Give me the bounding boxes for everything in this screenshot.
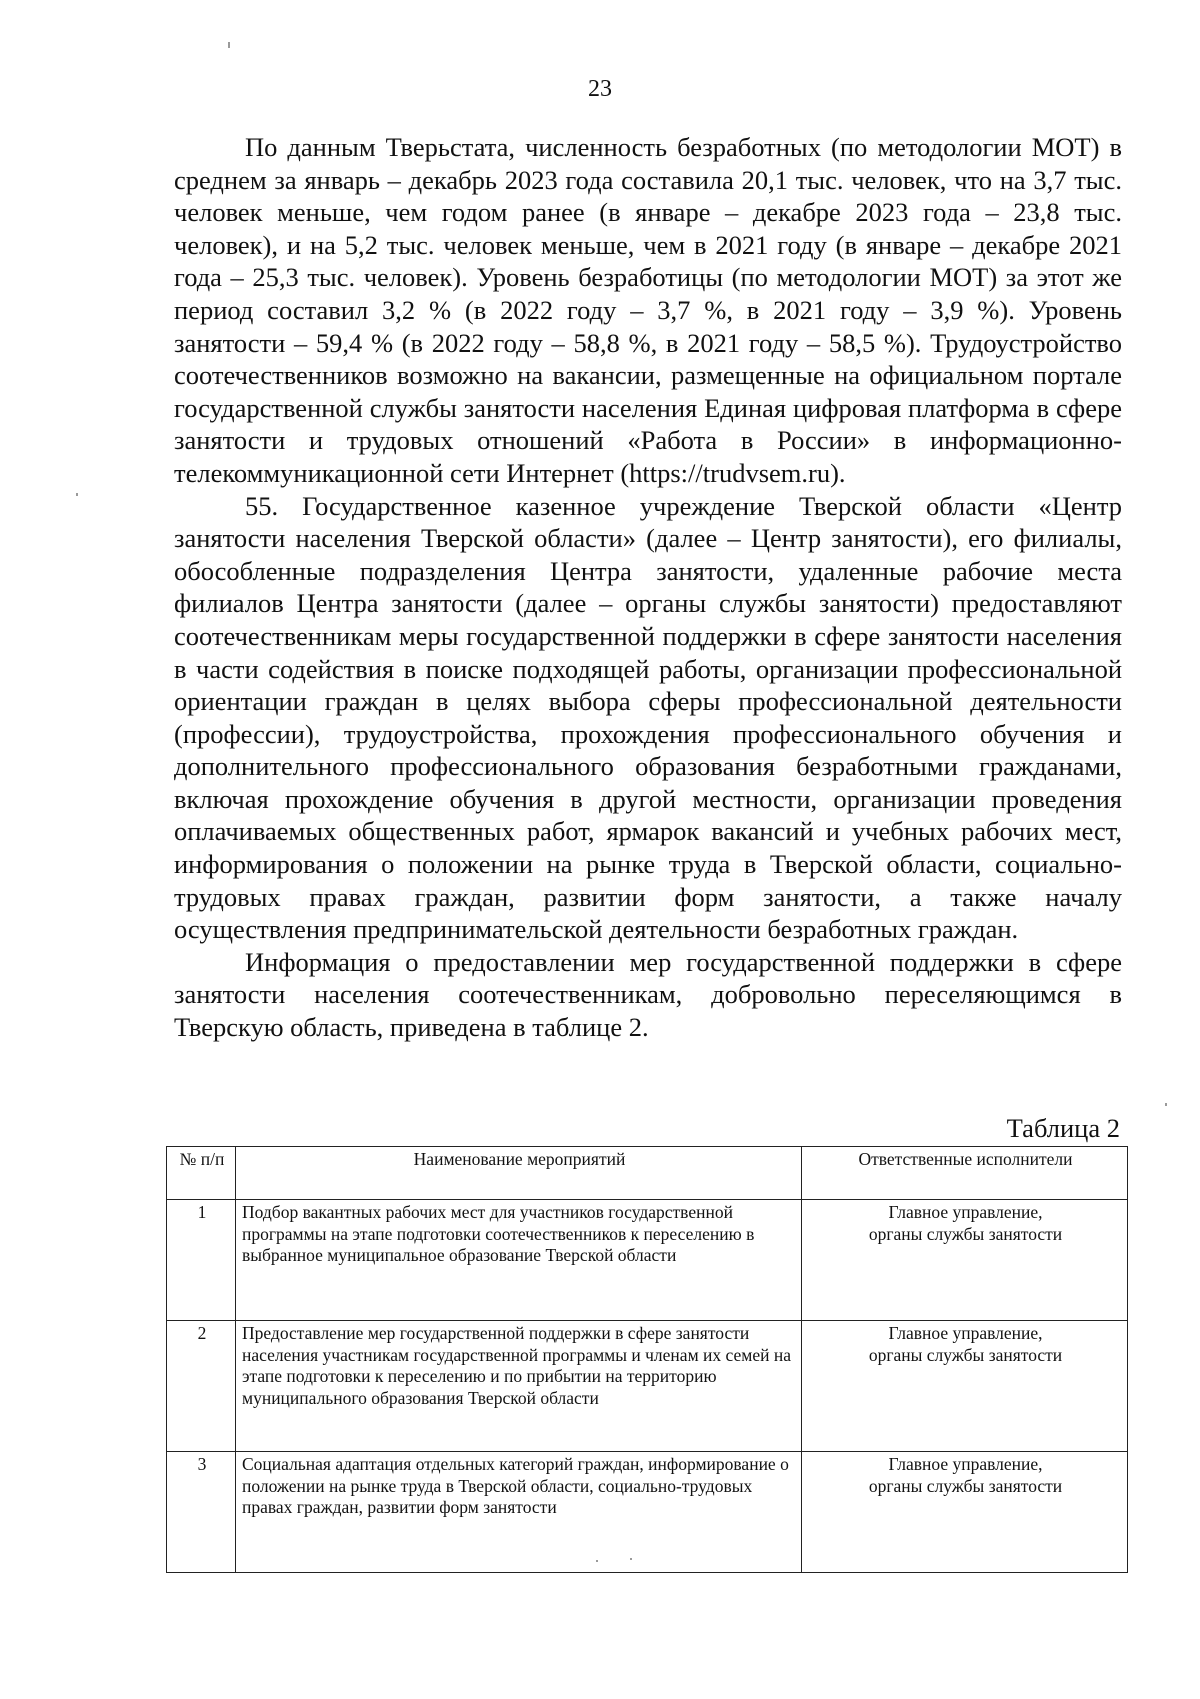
row-name: Социальная адаптация отдельных категорий граждан, информирование о положении на рынке труда в Тверской области, социально-трудовых правах граждан, развитии форм занятости [236, 1452, 802, 1573]
row-num: 1 [167, 1200, 236, 1321]
header-responsible: Ответственные исполнители [802, 1147, 1128, 1200]
scan-speck [228, 42, 230, 48]
row-name: Предоставление мер государственной поддержки в сфере занятости населения участникам государственной программы и членам их семей на этапе подготовки к переселению и по прибытии на территорию муниципального образования Тверской области [236, 1321, 802, 1452]
responsible-line: Главное управление, [888, 1202, 1043, 1222]
page-number: 23 [588, 76, 612, 102]
table-row [167, 1200, 1128, 1321]
header-name: Наименование мероприятий [236, 1147, 802, 1200]
row-num: 2 [167, 1321, 236, 1452]
responsible-line: органы службы занятости [868, 1223, 1063, 1244]
row-responsible [802, 1200, 1128, 1321]
table-row [167, 1452, 1128, 1573]
header-num: № п/п [167, 1147, 236, 1200]
responsible-line: Главное управление, [888, 1454, 1043, 1474]
table-header-row [167, 1147, 1128, 1200]
responsible-line: органы службы занятости [868, 1344, 1063, 1365]
paragraph-table-intro: Информация о предоставлении мер государственной поддержки в сфере занятости населения соотечественникам, добровольно переселяющимся в Тверскую область, приведена в таблице 2. [174, 946, 1122, 1043]
scan-speck [1165, 1103, 1167, 1106]
responsible-line: Главное управление, [888, 1323, 1043, 1343]
scan-speck [596, 1560, 598, 1562]
paragraph-unemployment-stats: По данным Тверьстата, численность безработных (по методологии МОТ) в среднем за январь – декабрь 2023 года составила 20,1 тыс. человек, что на 3,7 тыс. человек меньше, чем годом ранее (в январе – декабре 2023 года – 23,8 тыс. человек), и на 5,2 тыс. человек меньше, чем в 2021 году (в январе – декабре 2021 года – 25,3 тыс. человек). Уровень безработицы (по методологии МОТ) за этот же период составил 3,2 % (в 2022 году – 3,7 %, в 2021 году – 3,9 %). Уровень занятости – 59,4 % (в 2022 году – 58,8 %, в 2021 году – 58,5 %). Трудоустройство соотечественников возможно на вакансии, размещенные на официальном портале государственной службы занятости населения Единая цифровая платформа в сфере занятости и трудовых отношений «Работа в России» в информационно-телекоммуникационной сети Интернет (https://trudvsem.ru). [174, 132, 1122, 488]
table-row [167, 1321, 1128, 1452]
body-text [174, 131, 1122, 1044]
row-responsible [802, 1321, 1128, 1452]
table-caption: Таблица 2 [1006, 1113, 1120, 1143]
scan-speck [630, 1558, 632, 1560]
row-name: Подбор вакантных рабочих мест для участников государственной программы на этапе подготовки соотечественников к переселению в выбранное муниципальное образование Тверской области [236, 1200, 802, 1321]
paragraph-employment-center: 55. Государственное казенное учреждение Тверской области «Центр занятости населения Тверской области» (далее – Центр занятости), его филиалы, обособленные подразделения Центра занятости, удаленные рабочие места филиалов Центра занятости (далее – органы службы занятости) предоставляют соотечественникам меры государственной поддержки в сфере занятости населения в части содействия в поиске подходящей работы, организации профессиональной ориентации граждан в целях выбора сферы профессиональной деятельности (профессии), трудоустройства, прохождения профессионального обучения и дополнительного профессионального образования безработными гражданами, включая прохождение обучения в другой местности, организации проведения оплачиваемых общественных работ, ярмарок вакансий и учебных рабочих мест, информирования о положении на рынке труда в Тверской области, социально-трудовых правах граждан, развитии форм занятости, а также началу осуществления предпринимательской деятельности безработных граждан. [174, 490, 1122, 945]
measures-table [166, 1146, 1128, 1573]
scan-speck [76, 493, 78, 496]
row-num: 3 [167, 1452, 236, 1573]
row-responsible [802, 1452, 1128, 1573]
responsible-line: органы службы занятости [868, 1475, 1063, 1496]
